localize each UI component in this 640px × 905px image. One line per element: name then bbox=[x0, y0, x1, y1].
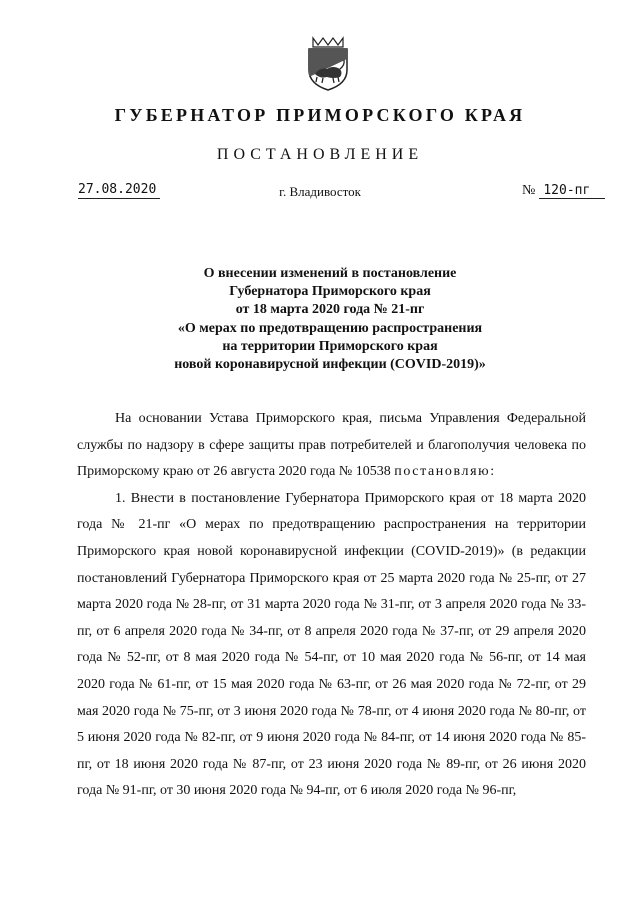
number-value: 120-пг bbox=[539, 183, 605, 199]
document-date: 27.08.2020 bbox=[78, 182, 160, 199]
resolve-keyword: постановляю: bbox=[394, 464, 496, 480]
document-type: ПОСТАНОВЛЕНИЕ bbox=[216, 146, 424, 163]
document-number bbox=[522, 181, 605, 199]
preamble-text: На основании Устава Приморского края, письма Управления Федеральной службы по надзору в сфере защиты прав потребителей и благополучия человека по Приморскому краю от 26 августа 2020 года № 10538 bbox=[77, 411, 586, 480]
document-city: г. Владивосток bbox=[279, 184, 361, 199]
title-line: от 18 марта 2020 года № 21-пг bbox=[235, 302, 425, 318]
preamble-paragraph bbox=[77, 406, 586, 486]
title-line: новой коронавирусной инфекции (COVID-2019)» bbox=[174, 357, 486, 373]
clause-1-paragraph: 1. Внести в постановление Губернатора Приморского края от 18 марта 2020 года № 21-пг «О мерах по предотвращению распространения на территории Приморского края новой коронавирусной инфекции (COVID-2019)» (в редакции постановлений Губернатора Приморского края от 25 марта 2020 года № 25-пг, от 27 марта 2020 года № 28-пг, от 31 марта 2020 года № 31-пг, от 3 апреля 2020 года № 33-пг, от 6 апреля 2020 года № 34-пг, от 8 апреля 2020 года № 37-пг, от 29 апреля 2020 года № 52-пг, от 8 мая 2020 года № 54-пг, от 10 мая 2020 года № 56-пг, от 14 мая 2020 года № 61-пг, от 15 мая 2020 года № 63-пг, от 26 мая 2020 года № 72-пг, от 29 мая 2020 года № 75-пг, от 3 июня 2020 года № 78-пг, от 4 июня 2020 года № 80-пг, от 5 июня 2020 года № 82-пг, от 9 июня 2020 года № 84-пг, от 14 июня 2020 года № 85-пг, от 18 июня 2020 года № 87-пг, от 23 июня 2020 года № 89-пг, от 26 июня 2020 года № 91-пг, от 30 июня 2020 года № 94-пг, от 6 июля 2020 года № 96-пг, bbox=[77, 490, 586, 799]
issuing-authority: ГУБЕРНАТОР ПРИМОРСКОГО КРАЯ bbox=[114, 105, 526, 125]
document-body bbox=[77, 406, 586, 805]
title-line: «О мерах по предотвращению распространения bbox=[177, 320, 483, 336]
title-line: О внесении изменений в постановление bbox=[203, 266, 457, 281]
title-line: Губернатора Приморского края bbox=[229, 284, 431, 300]
number-sign: № bbox=[522, 183, 536, 198]
title-line: на территории Приморского края bbox=[222, 338, 438, 354]
primorsky-krai-coat-of-arms-icon bbox=[303, 34, 353, 92]
document-title bbox=[80, 265, 580, 374]
